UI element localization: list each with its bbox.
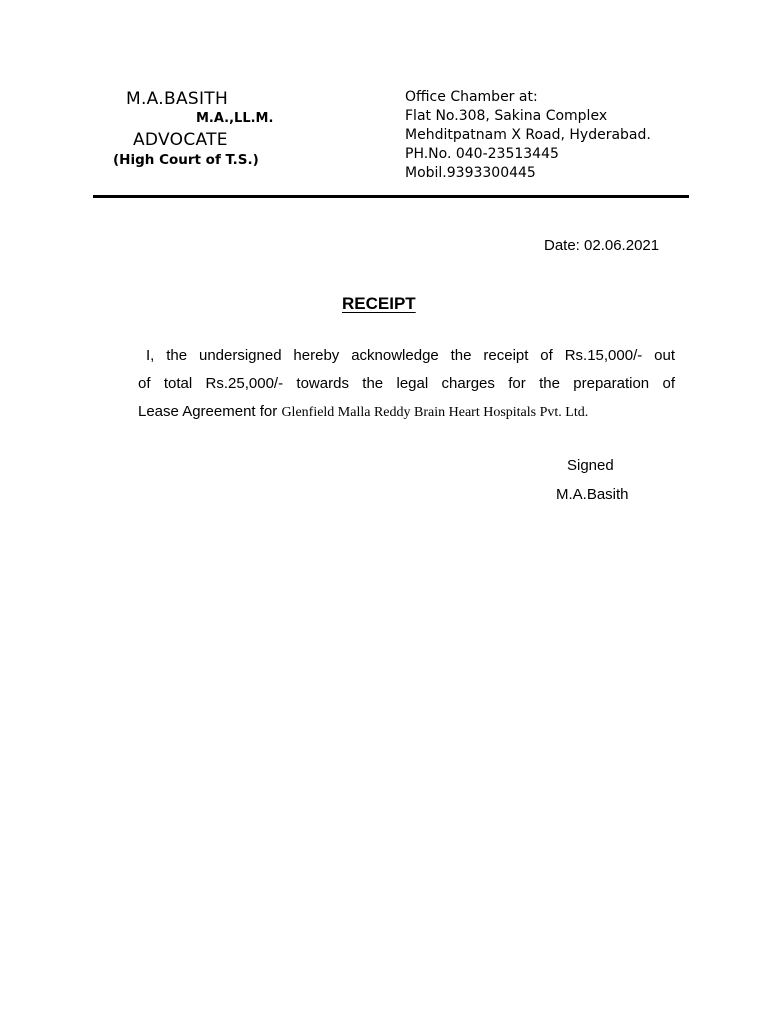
receipt-body (138, 342, 675, 426)
body-line-3 (138, 398, 675, 426)
signed-label: Signed (567, 457, 614, 474)
advocate-title: ADVOCATE (133, 130, 228, 150)
body-line-2: of total Rs.25,000/- towards the legal charges for the preparation of (138, 375, 675, 392)
letterhead-divider (93, 195, 689, 198)
office-heading: Office Chamber at: (405, 89, 538, 105)
advocate-degree: M.A.,LL.M. (196, 111, 274, 126)
body-line-1: I, the undersigned hereby acknowledge the receipt of Rs.15,000/- out (146, 347, 675, 364)
office-address-line1: Flat No.308, Sakina Complex (405, 108, 608, 124)
office-address-line2: Mehditpatnam X Road, Hyderabad. (405, 127, 651, 143)
party-name: Glenfield Malla Reddy Brain Heart Hospitals Pvt. Ltd. (281, 405, 589, 420)
body-line-3-prefix: Lease Agreement for (138, 403, 278, 420)
document-title: RECEIPT (342, 294, 416, 313)
office-phone: PH.No. 040-23513445 (405, 146, 559, 162)
office-address-block (405, 88, 651, 183)
receipt-date: Date: 02.06.2021 (544, 237, 660, 254)
office-mobile: Mobil.9393300445 (405, 165, 536, 181)
signer-name: M.A.Basith (556, 486, 629, 503)
advocate-court: (High Court of T.S.) (113, 152, 259, 168)
advocate-name: M.A.BASITH (126, 89, 229, 109)
